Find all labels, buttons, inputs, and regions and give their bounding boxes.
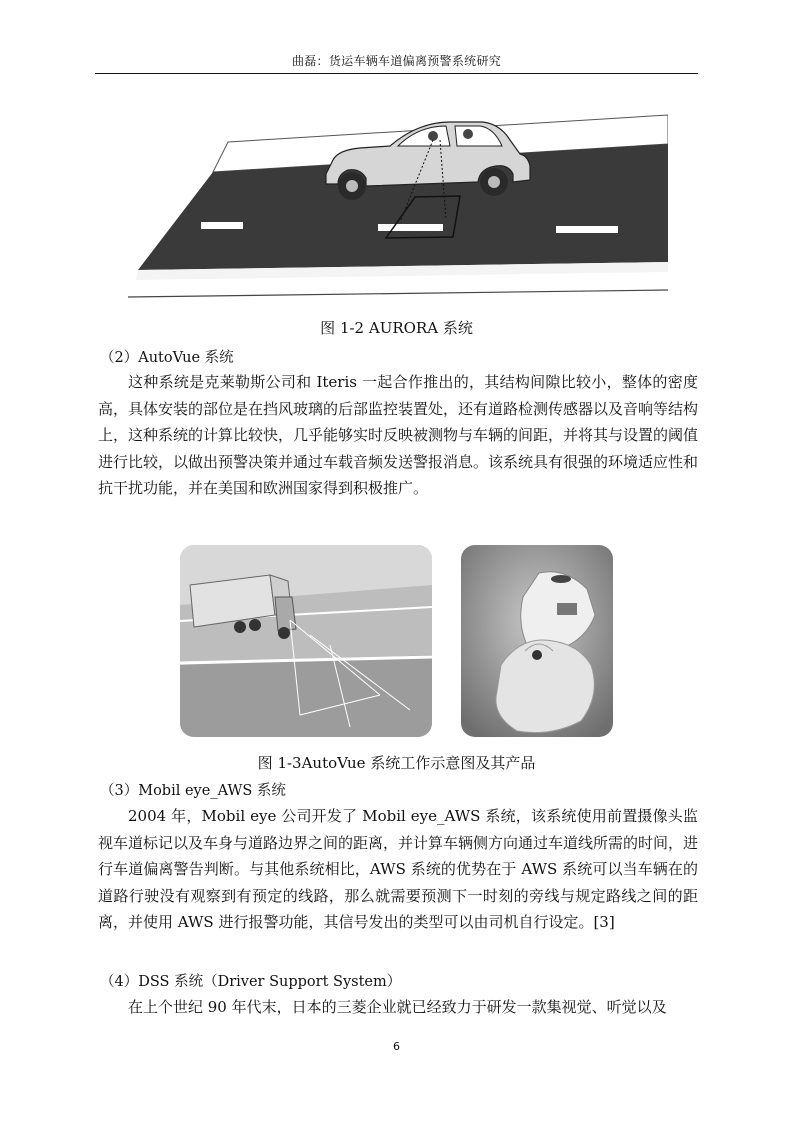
- lane-marking: [378, 224, 443, 231]
- paragraph-dss: 在上个世纪 90 年代末，日本的三菱企业就已经致力于研发一款集视觉、听觉以及: [128, 998, 667, 1016]
- section-heading-dss: （4）DSS 系统（Driver Support System）: [100, 974, 402, 990]
- paragraph-autovue: 这种系统是克莱勒斯公司和 Iteris 一起合作推出的，其结构间隙比较小，整体的密度高，具体安装的部位是在挡风玻璃的后部监控装置处，还有道路检测传感器以及音响等结构上，这种系统的计算比较快，几乎能够实时反映被测物与车辆的间距，并将其与设置的阈值进行比较，以做出预警决策并通过车载音频发送警报消息。该系统具有很强的环境适应性和抗干扰功能，并在美国和欧洲国家得到积极推广。: [98, 373, 699, 497]
- lane-marking: [201, 222, 243, 229]
- figure-autovue-truck-illustration: [180, 545, 432, 737]
- figure-autovue-product-photo: [461, 545, 613, 737]
- hand-icon: [496, 640, 594, 733]
- section-heading-mobileye: （3）Mobil eye_AWS 系统: [100, 783, 286, 799]
- section-heading-autovue: （2）AutoVue 系统: [100, 350, 234, 366]
- header-divider: [95, 73, 698, 74]
- figure-aurora-illustration: [128, 112, 668, 304]
- figure-1-2-caption: 图 1-2 AURORA 系统: [320, 319, 473, 337]
- page-number: 6: [393, 1040, 400, 1053]
- figure-1-3-caption: 图 1-3AutoVue 系统工作示意图及其产品: [257, 754, 536, 772]
- lane-marking: [556, 226, 618, 233]
- header-title: 曲磊：货运车辆车道偏离预警系统研究: [291, 54, 502, 68]
- road-edge-line: [128, 290, 668, 297]
- paragraph-mobileye: 2004 年，Mobil eye 公司开发了 Mobil eye_AWS 系统，该系统使用前置摄像头监视车道标记以及车身与道路边界之间的距离，并计算车辆侧方向通过车道线所需的时间，进行车道偏离警告判断。与其他系统相比，AWS 系统的优势在于 AWS 系统可以当车辆在的道路行驶没有观察到有预定的线路，那么就需要预测下一时刻的旁线与规定路线之间的距离，并使用 AWS 进行报警功能，其信号发出的类型可以由司机自行设定。[3]: [98, 807, 699, 931]
